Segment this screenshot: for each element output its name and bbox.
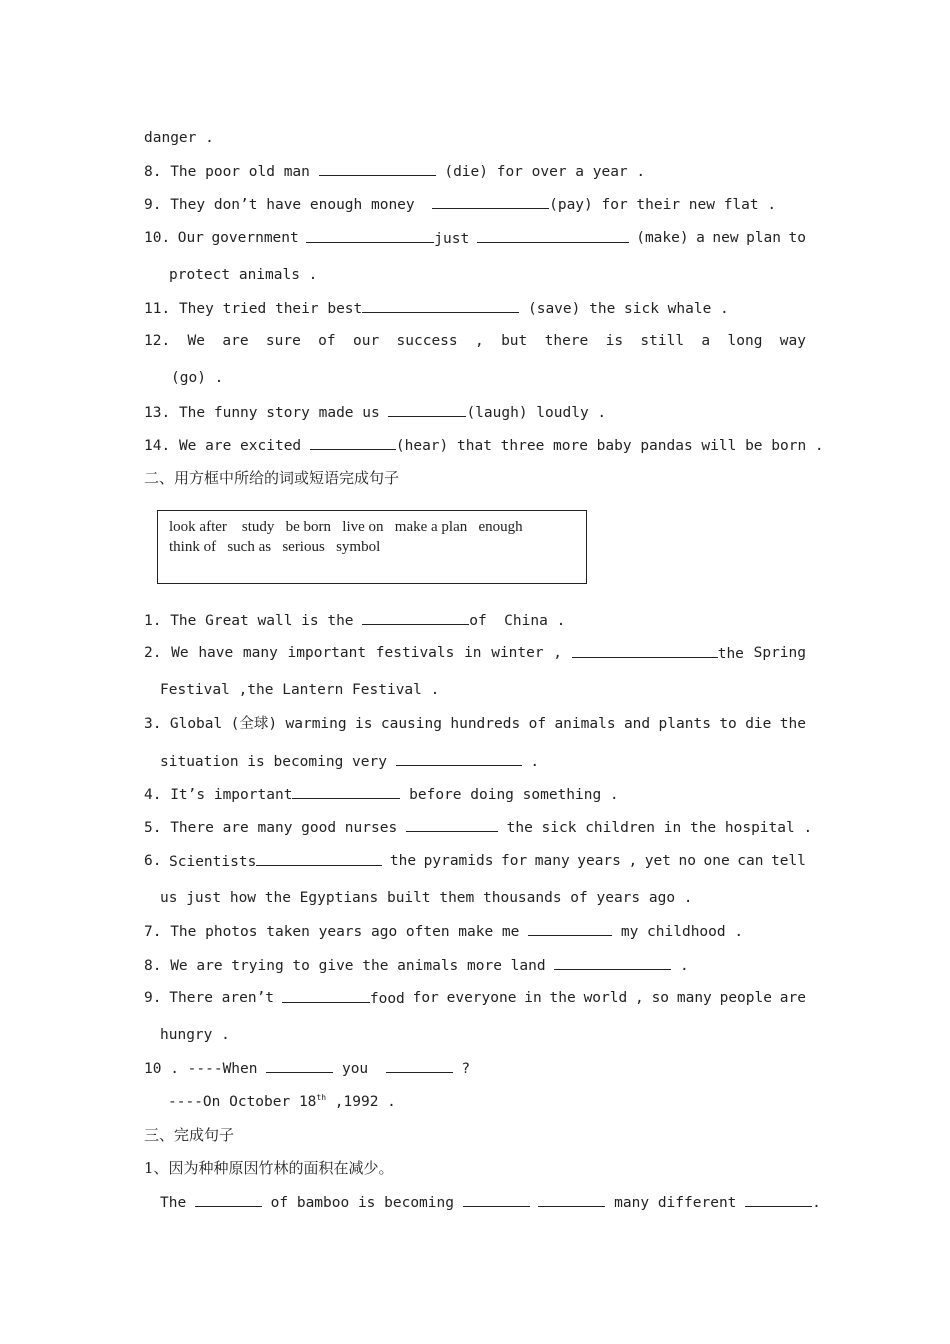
answer-blank[interactable] xyxy=(396,751,522,766)
answer-blank[interactable] xyxy=(306,228,434,243)
p2-q10-line: 10 . ----When you ? xyxy=(144,1058,470,1079)
answer-blank[interactable] xyxy=(362,610,469,625)
answer-blank[interactable] xyxy=(310,435,396,450)
p2-q9-line: 9. There aren’t food for everyone in the world , so many people are xyxy=(144,990,806,1007)
p2-q3-cont: situation is becoming very . xyxy=(160,751,539,772)
answer-blank[interactable] xyxy=(319,161,436,176)
word-bank-line-1: look after study be born live on make a plan enough xyxy=(169,519,523,535)
answer-blank[interactable] xyxy=(432,194,549,209)
p2-q1-line: 1. The Great wall is the of China . xyxy=(144,610,565,631)
answer-blank[interactable] xyxy=(538,1192,605,1207)
answer-blank[interactable] xyxy=(195,1192,262,1207)
answer-blank[interactable] xyxy=(386,1058,453,1073)
p2-q5-line: 5. There are many good nurses the sick children in the hospital . xyxy=(144,817,812,838)
p2-q10-answer: ----On October 18th ,1992 . xyxy=(168,1093,396,1110)
q10-cont: protect animals . xyxy=(169,267,318,283)
answer-blank[interactable] xyxy=(745,1192,812,1207)
answer-blank[interactable] xyxy=(406,817,498,832)
p3-q1-chinese: 1、因为种种原因竹林的面积在减少。 xyxy=(144,1159,394,1177)
q12-line: 12. We are sure of our success , but there is still a long way xyxy=(144,333,806,349)
p2-q4-line: 4. It’s important before doing something . xyxy=(144,784,619,805)
section-2-heading: 二、用方框中所给的词或短语完成句子 xyxy=(144,469,400,487)
p2-q2-cont: Festival ,the Lantern Festival . xyxy=(160,682,440,698)
answer-blank[interactable] xyxy=(256,851,382,866)
p3-q1-line: The of bamboo is becoming many different . xyxy=(160,1192,821,1213)
q9-line: 9. They don’t have enough money (pay) for their new flat . xyxy=(144,194,776,215)
answer-blank[interactable] xyxy=(477,228,629,243)
word-bank-line-2: think of such as serious symbol xyxy=(169,539,381,555)
q12-cont: (go) . xyxy=(171,370,224,386)
q13-line: 13. The funny story made us (laugh) loudly . xyxy=(144,402,606,423)
word-bank-box xyxy=(157,510,587,584)
answer-blank[interactable] xyxy=(292,784,400,799)
answer-blank[interactable] xyxy=(463,1192,530,1207)
p2-q2-line: 2. We have many important festivals in winter , the Spring xyxy=(144,645,806,662)
p2-q7-line: 7. The photos taken years ago often make me my childhood . xyxy=(144,921,743,942)
section-3-heading: 三、完成句子 xyxy=(144,1126,235,1144)
p2-q6-line: 6. Scientists the pyramids for many years , yet no one can tell xyxy=(144,853,806,870)
p2-q3-line: 3. Global (全球) warming is causing hundreds of animals and plants to die the xyxy=(144,716,806,732)
answer-blank[interactable] xyxy=(362,298,519,313)
q11-line: 11. They tried their best (save) the sick whale . xyxy=(144,298,729,319)
p2-q6-cont: us just how the Egyptians built them thousands of years ago . xyxy=(160,890,693,906)
answer-blank[interactable] xyxy=(528,921,612,936)
answer-blank[interactable] xyxy=(572,643,718,658)
answer-blank[interactable] xyxy=(388,402,466,417)
p2-q8-line: 8. We are trying to give the animals more land . xyxy=(144,955,689,976)
answer-blank[interactable] xyxy=(554,955,671,970)
q8-line: 8. The poor old man (die) for over a year . xyxy=(144,161,645,182)
answer-blank[interactable] xyxy=(266,1058,333,1073)
cont-line: danger . xyxy=(144,130,214,146)
q14-line: 14. We are excited (hear) that three more baby pandas will be born . xyxy=(144,435,824,456)
p2-q9-cont: hungry . xyxy=(160,1027,230,1043)
q10-line: 10. Our government just (make) a new plan to xyxy=(144,230,806,247)
answer-blank[interactable] xyxy=(282,988,370,1003)
